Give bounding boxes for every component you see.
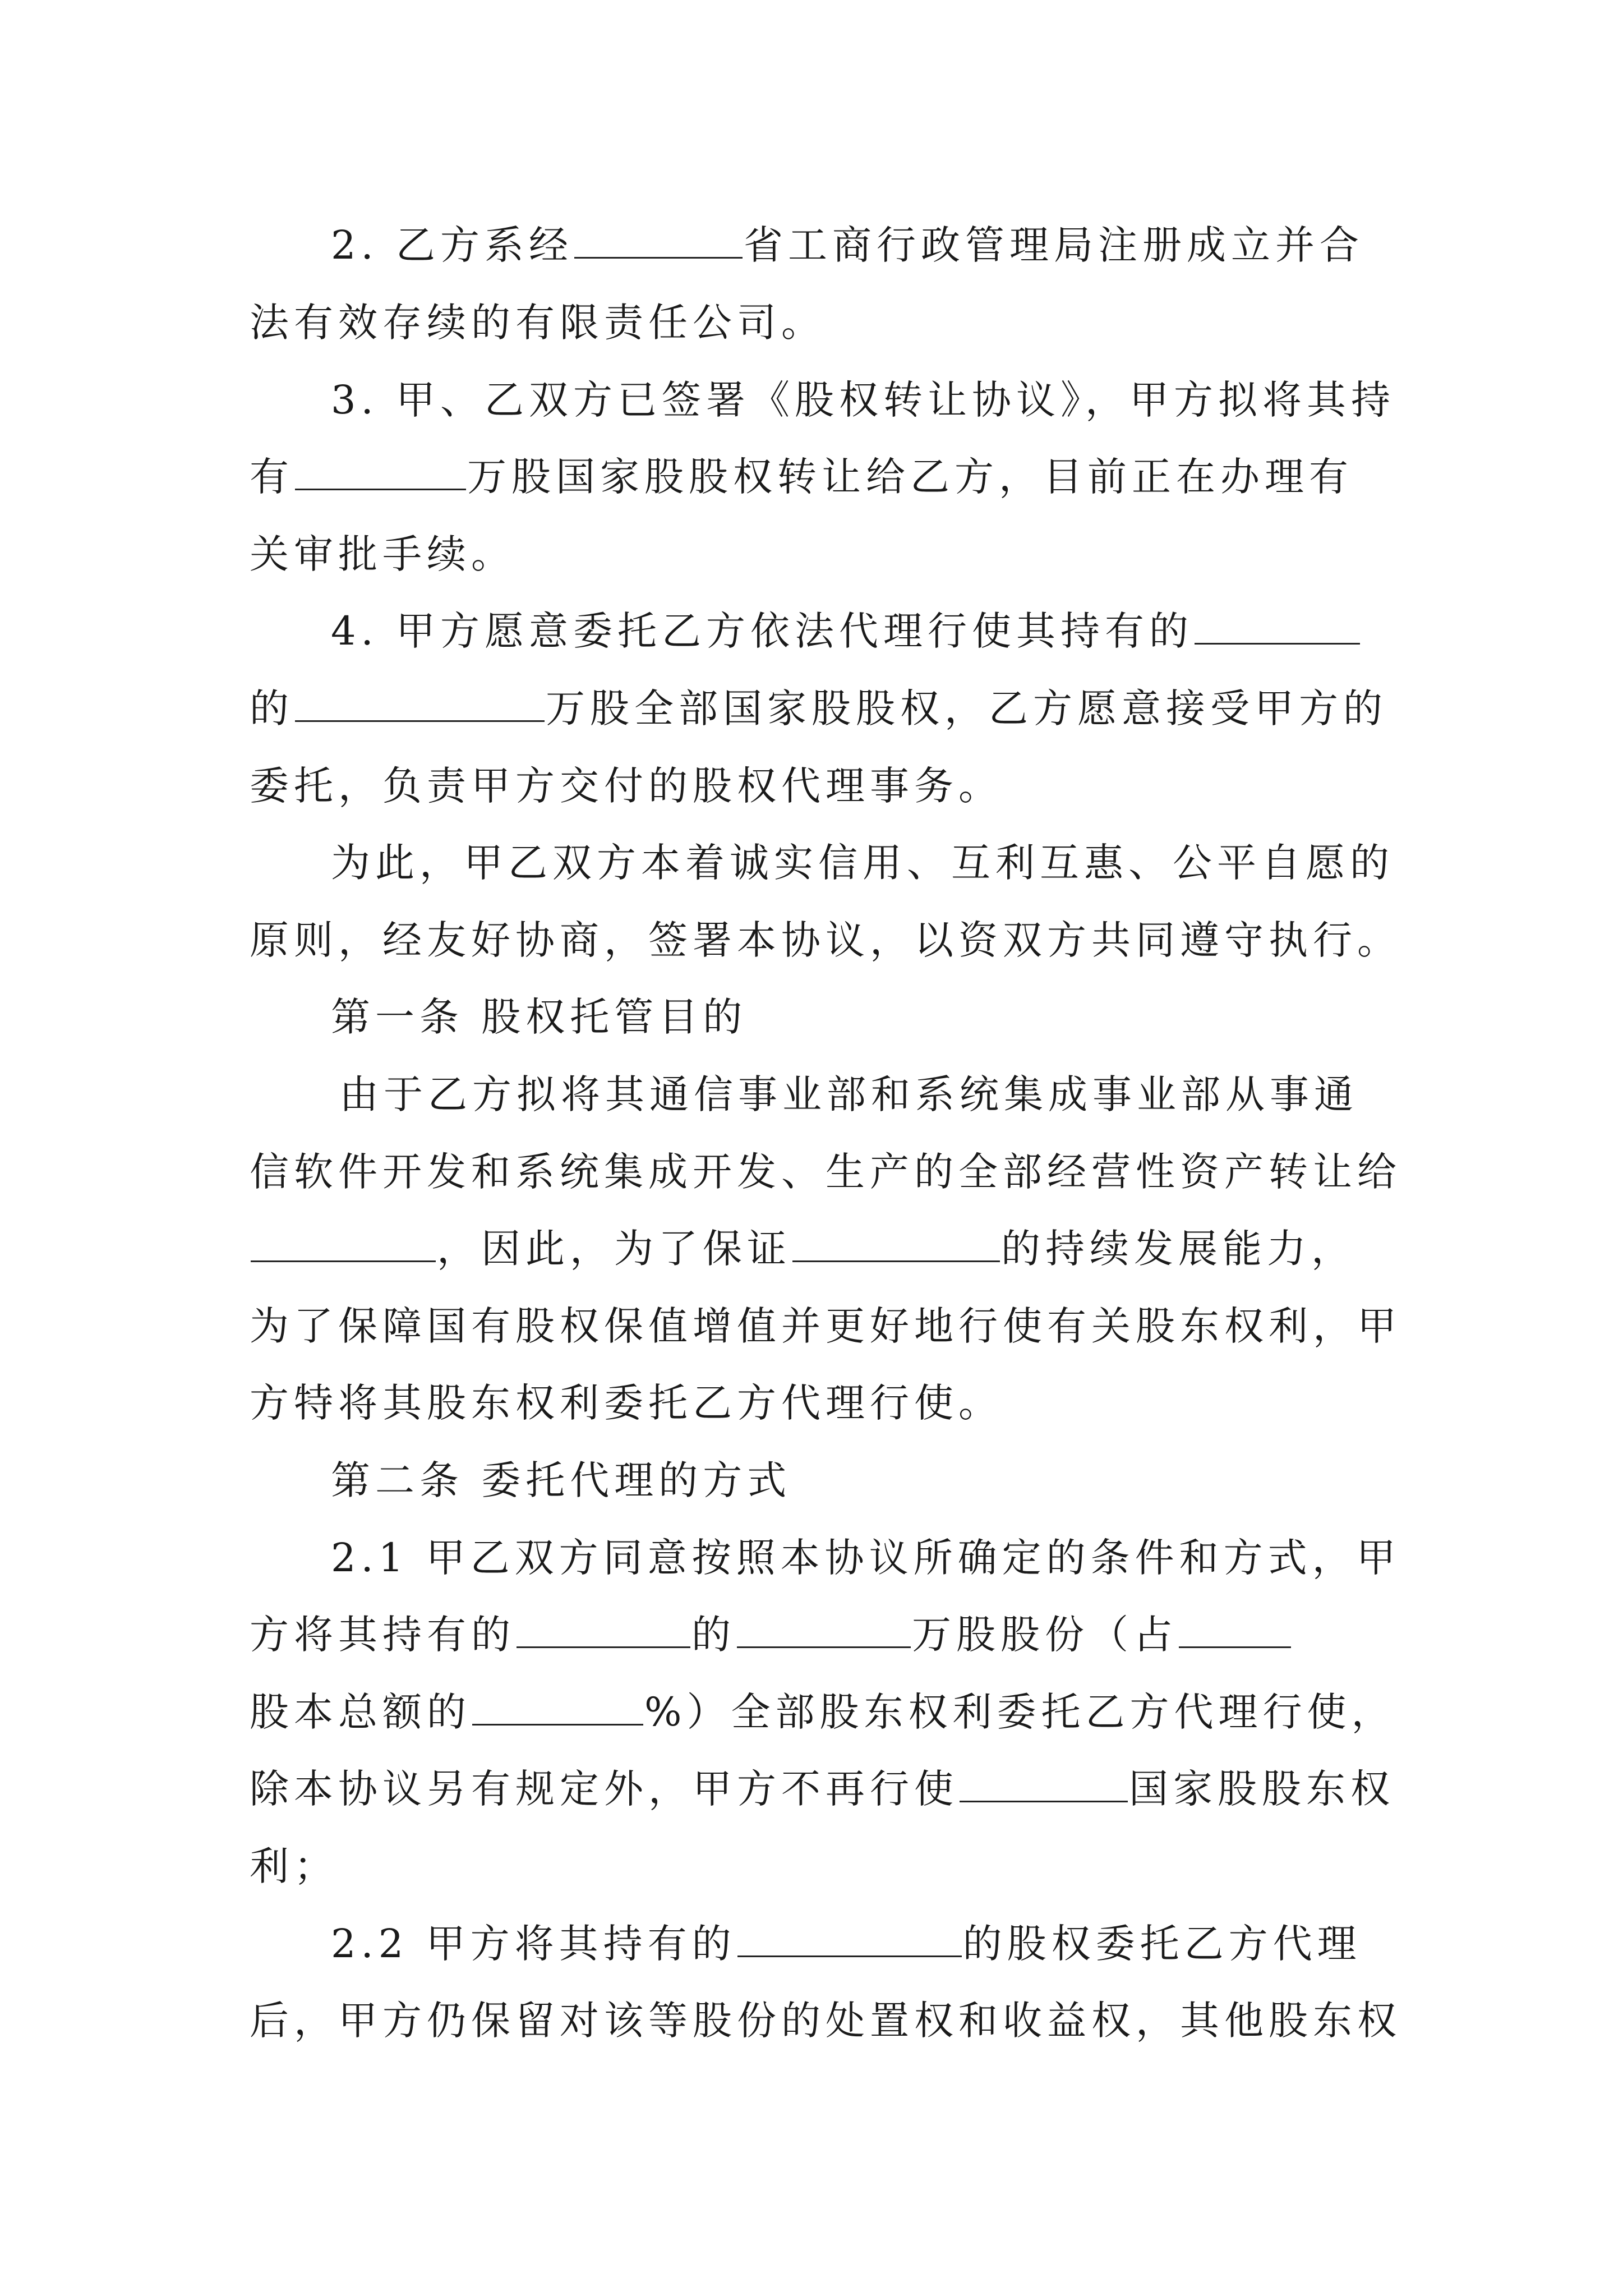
text-run: 除本协议另有规定外，甲方不再行使 — [250, 1766, 958, 1812]
text-run: 的股权委托乙方代理 — [962, 1921, 1362, 1967]
fill-in-blank — [792, 1231, 1000, 1262]
fill-in-blank — [295, 691, 545, 722]
text-run: 2.1 甲乙双方同意按照本协议所确定的条件和方式，甲 — [331, 1535, 1401, 1581]
text-run: 为了保障国有股权保值增值并更好地行使有关股东权利，甲 — [250, 1303, 1401, 1349]
text-run: 第二条 委托代理的方式 — [331, 1457, 792, 1503]
text-line — [331, 1535, 1401, 1581]
text-run: 的持续发展能力， — [1001, 1226, 1355, 1272]
text-line — [250, 454, 1353, 500]
text-line — [331, 608, 1361, 654]
text-run: 的 — [691, 1612, 736, 1658]
text-run: 万股全部国家股股权，乙方愿意接受甲方的 — [546, 685, 1387, 731]
text-run: 委托，负责甲方交付的股权代理事务。 — [250, 763, 1003, 809]
text-run: 由于乙方拟将其通信事业部和系统集成事业部从事通 — [339, 1071, 1358, 1117]
text-line — [250, 531, 515, 577]
text-line — [250, 917, 1401, 963]
text-run: 后，甲方仍保留对该等股份的处置权和收益权，其他股东权 — [250, 1998, 1401, 2044]
text-run: 2.2 甲方将其持有的 — [331, 1921, 736, 1967]
text-line — [250, 1226, 1355, 1272]
fill-in-blank — [737, 1617, 911, 1648]
text-run: 第一条 股权托管目的 — [331, 994, 748, 1040]
fill-in-blank — [1179, 1617, 1291, 1648]
text-run: 利； — [250, 1843, 338, 1889]
fill-in-blank — [472, 1695, 643, 1726]
text-run: 方特将其股东权利委托乙方代理行使。 — [250, 1380, 1003, 1426]
fill-in-blank — [574, 228, 743, 259]
text-run: 省工商行政管理局注册成立并合 — [744, 222, 1364, 268]
fill-in-blank — [960, 1772, 1128, 1802]
text-run: 3. 甲、乙双方已签署《股权转让协议》，甲方拟将其持 — [331, 377, 1396, 423]
text-line — [331, 1921, 1362, 1967]
text-line — [250, 1843, 338, 1889]
text-line — [250, 685, 1387, 731]
text-run: 国家股股东权 — [1129, 1766, 1395, 1812]
text-line — [250, 1998, 1401, 2044]
text-line — [250, 1689, 1396, 1735]
fill-in-blank — [295, 459, 466, 490]
text-run: 万股国家股股权转让给乙方，目前正在办理有 — [467, 454, 1353, 500]
text-run: 为此，甲乙双方本着诚实信用、互利互惠、公平自愿的 — [331, 840, 1394, 886]
text-run: 方将其持有的 — [250, 1612, 515, 1658]
text-run: 有 — [250, 454, 294, 500]
text-line — [331, 840, 1394, 886]
text-line — [250, 1766, 1395, 1812]
text-run: 信软件开发和系统集成开发、生产的全部经营性资产转让给 — [250, 1149, 1401, 1195]
text-run: 股本总额的 — [250, 1689, 471, 1735]
text-line — [250, 300, 826, 346]
text-run: %）全部股东权利委托乙方代理行使， — [644, 1689, 1396, 1735]
section-heading — [331, 994, 748, 1040]
text-run: 的 — [250, 685, 294, 731]
fill-in-blank — [1195, 614, 1360, 645]
text-run: ，因此，为了保证 — [437, 1226, 791, 1272]
fill-in-blank — [737, 1926, 962, 1957]
text-line — [331, 222, 1364, 268]
text-line — [250, 1612, 1292, 1658]
text-line — [250, 1149, 1401, 1195]
text-run: 2. 乙方系经 — [331, 222, 574, 268]
text-run: 法有效存续的有限责任公司。 — [250, 300, 826, 346]
text-run: 万股股份（占 — [912, 1612, 1178, 1658]
text-line — [250, 1303, 1401, 1349]
text-line — [250, 763, 1003, 809]
text-run: 关审批手续。 — [250, 531, 515, 577]
fill-in-blank — [517, 1617, 690, 1648]
text-run: 原则，经友好协商，签署本协议，以资双方共同遵守执行。 — [250, 917, 1401, 963]
section-heading — [331, 1457, 792, 1503]
text-line — [250, 1380, 1003, 1426]
fill-in-blank — [251, 1231, 436, 1262]
text-run: 4. 甲方愿意委托乙方依法代理行使其持有的 — [331, 608, 1194, 654]
text-line — [339, 1071, 1358, 1117]
text-line — [331, 377, 1396, 423]
